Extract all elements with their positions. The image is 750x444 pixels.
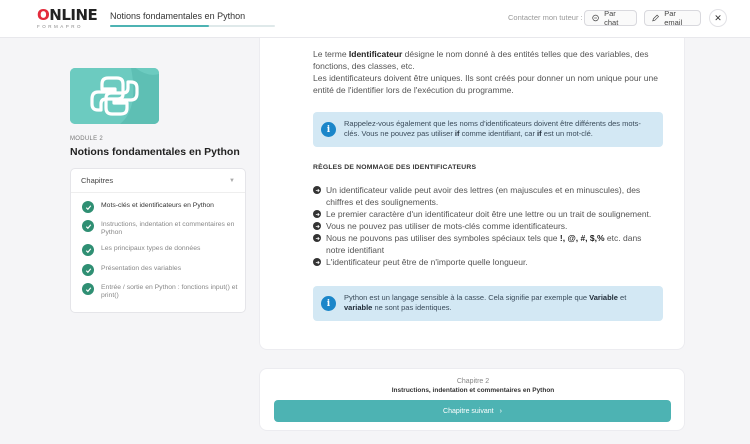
python-logo-icon <box>70 68 159 124</box>
info-text-bold: Variable <box>589 293 618 302</box>
list-item <box>313 220 663 232</box>
chapters-dropdown-toggle[interactable] <box>71 169 245 193</box>
chevron-right-icon: › <box>499 407 502 415</box>
info-text-bold: if <box>537 129 542 138</box>
chapter-label: Présentation des variables <box>101 265 182 272</box>
contact-tutor-label: Contacter mon tuteur : <box>508 13 583 22</box>
info-text-part: est un mot-clé. <box>541 129 593 138</box>
logo[interactable] <box>37 8 97 30</box>
next-chapter-button-label: Chapitre suivant <box>443 407 494 415</box>
check-icon <box>82 264 94 276</box>
logo-subtitle: FORMAPRO <box>37 24 84 29</box>
rule-text: Vous ne pouvez pas utiliser de mots-clés comme identificateurs. <box>326 221 568 231</box>
top-header <box>0 0 750 38</box>
chapter-item[interactable] <box>82 220 239 237</box>
chapter-label: Mots-clés et identificateurs en Python <box>101 202 214 209</box>
next-chapter-card <box>259 368 685 431</box>
info-text-bold: if <box>454 129 460 138</box>
course-title: Notions fondamentales en Python <box>110 11 246 21</box>
para-text: Le terme <box>313 49 349 59</box>
module-title: Notions fondamentales en Python <box>70 146 240 158</box>
check-icon <box>82 220 94 232</box>
info-text-part: et <box>617 293 627 302</box>
chevron-down-icon: ▼ <box>229 177 235 184</box>
arrow-right-icon <box>313 222 321 230</box>
list-item <box>313 184 663 208</box>
chat-button[interactable] <box>584 10 637 26</box>
chapter-label: Instructions, indentation et commentaires en Python <box>101 221 235 236</box>
lesson-intro-paragraph <box>313 48 663 96</box>
check-icon <box>82 283 94 295</box>
course-progress-bar <box>110 25 275 27</box>
info-box <box>313 286 663 321</box>
info-text-part: ne sont pas identiques. <box>372 303 452 312</box>
para-text: désigne le nom donné à des entités telles que des variables, des fonctions, des classes, etc. <box>313 49 649 71</box>
logo-brand: ONLINE <box>37 6 98 24</box>
course-progress-fill <box>110 25 209 27</box>
next-chapter-title: Instructions, indentation et commentaires en Python <box>391 387 555 394</box>
chat-icon <box>592 14 599 22</box>
close-icon: ✕ <box>714 12 722 23</box>
check-icon <box>82 244 94 256</box>
rule-text: Nous ne pouvons pas utiliser des symboles spéciaux tels que <box>326 233 560 243</box>
info-text <box>344 293 656 313</box>
next-chapter-button[interactable] <box>274 400 671 422</box>
chapter-item[interactable] <box>82 283 239 300</box>
chapters-label: Chapitres <box>81 176 114 185</box>
arrow-right-icon <box>313 234 321 242</box>
rule-text: Un identificateur valide peut avoir des lettres (en majuscules et en minuscules), des chiffres et des soulignements. <box>326 185 641 207</box>
chapter-item[interactable] <box>82 264 239 276</box>
info-text-part: Rappelez-vous également que les noms d'identificateurs doivent être différents des mots-clés. Vous ne pouvez pas utiliser <box>344 119 641 138</box>
pencil-icon <box>652 14 659 22</box>
chapter-item[interactable] <box>82 244 239 256</box>
check-icon <box>82 201 94 213</box>
chat-button-label: Par chat <box>604 9 619 27</box>
rules-heading: RÈGLES DE NOMMAGE DES IDENTIFICATEURS <box>313 164 477 171</box>
arrow-right-icon <box>313 210 321 218</box>
para-text: Les identificateurs doivent être uniques. Ils sont créés pour donner un nom unique pour une entité de l'identifier lors de l'exécution du programme. <box>313 73 658 95</box>
list-item <box>313 256 663 268</box>
info-text <box>344 119 656 139</box>
list-item <box>313 232 663 256</box>
rule-text: Le premier caractère d'un identificateur doit être une lettre ou un trait de soulignement. <box>326 209 652 219</box>
arrow-right-icon <box>313 258 321 266</box>
email-button[interactable] <box>644 10 701 26</box>
rule-symbols: !, @, #, $,% <box>559 233 605 243</box>
chapter-item[interactable] <box>82 201 239 213</box>
chapters-panel <box>70 168 246 313</box>
info-box <box>313 112 663 147</box>
list-item <box>313 208 663 220</box>
close-button[interactable] <box>709 9 727 27</box>
para-bold: Identificateur <box>348 49 403 59</box>
email-button-label: Par email <box>664 9 683 27</box>
info-text-bold: variable <box>344 303 373 312</box>
info-text-part: Python est un langage sensible à la casse. Cela signifie par exemple que <box>344 293 590 302</box>
info-text-part: comme identifiant, car <box>459 129 538 138</box>
arrow-right-icon <box>313 186 321 194</box>
info-icon: i <box>321 122 336 137</box>
next-chapter-label: Chapitre 2 <box>456 378 490 385</box>
rule-text: etc. dans notre identifiant <box>326 233 642 255</box>
chapter-label: Les principaux types de données <box>101 245 201 252</box>
chapter-label: Entrée / sortie en Python : fonctions input() et print() <box>101 284 238 299</box>
info-icon: i <box>321 296 336 311</box>
module-thumbnail <box>70 68 159 124</box>
rules-list <box>313 184 663 268</box>
rule-text: L'identificateur peut être de n'importe quelle longueur. <box>326 257 528 267</box>
module-label: MODULE 2 <box>70 136 104 142</box>
